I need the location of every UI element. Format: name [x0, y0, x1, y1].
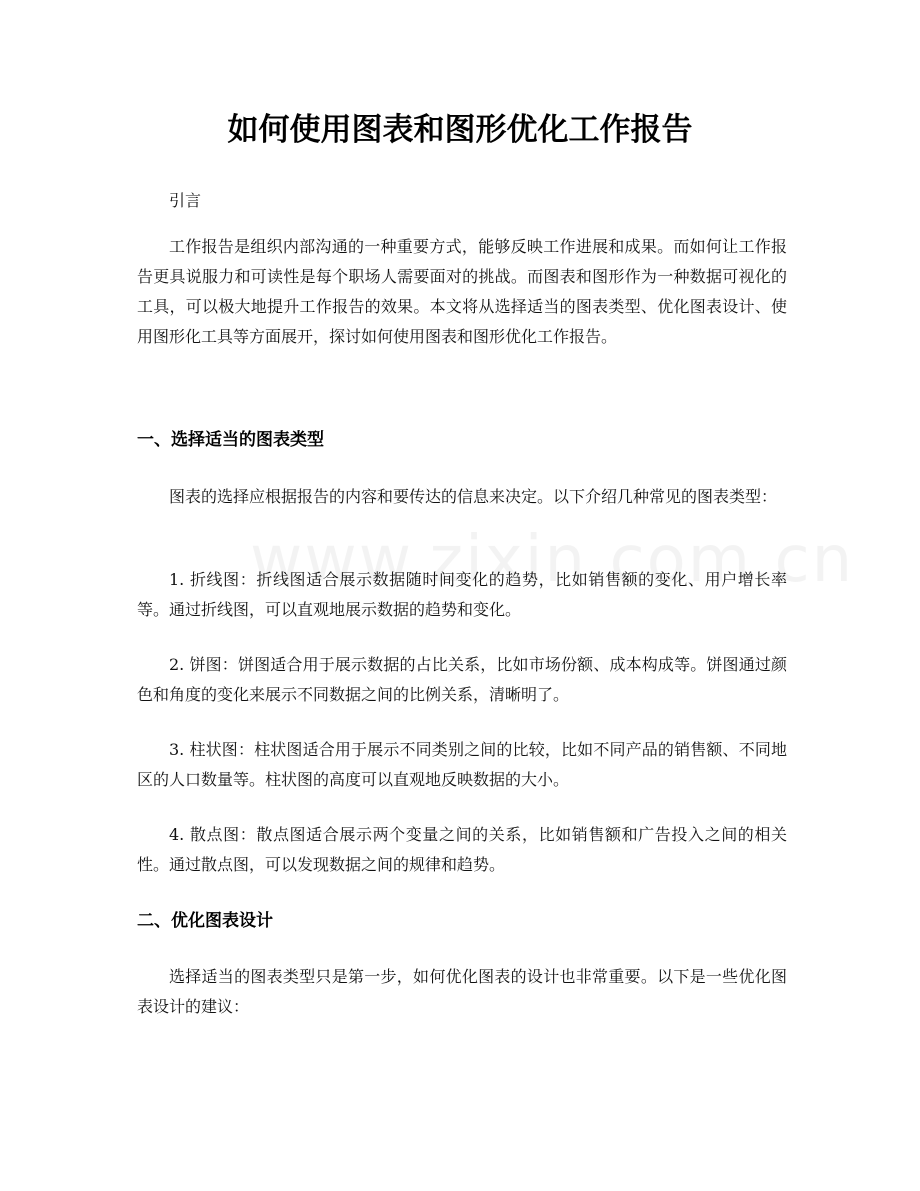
list-item-pie-chart: 2. 饼图：饼图适合用于展示数据的占比关系，比如市场份额、成本构成等。饼图通过颜色和角度的变化来展示不同数据之间的比例关系，清晰明了。: [137, 655, 787, 704]
section2-intro: 选择适当的图表类型只是第一步，如何优化图表的设计也非常重要。以下是一些优化图表设计的建议：: [137, 967, 787, 1016]
section-heading-2: 二、优化图表设计: [137, 911, 273, 931]
intro-label: 引言: [169, 191, 202, 210]
list-item-scatter-chart: 4. 散点图：散点图适合展示两个变量之间的关系，比如销售额和广告投入之间的相关性。通过散点图，可以发现数据之间的规律和趋势。: [137, 825, 787, 874]
section1-intro: 图表的选择应根据报告的内容和要传达的信息来决定。以下介绍几种常见的图表类型：: [169, 487, 778, 506]
list-item-bar-chart: 3. 柱状图：柱状图适合用于展示不同类别之间的比较，比如不同产品的销售额、不同地区的人口数量等。柱状图的高度可以直观地反映数据的大小。: [137, 740, 787, 789]
intro-paragraph: 工作报告是组织内部沟通的一种重要方式，能够反映工作进展和成果。而如何让工作报告更具说服力和可读性是每个职场人需要面对的挑战。而图表和图形作为一种数据可视化的工具，可以极大地提升工作报告的效果。本文将从选择适当的图表类型、优化图表设计、使用图形化工具等方面展开，探讨如何使用图表和图形优化工作报告。: [137, 237, 787, 346]
section-heading-1: 一、选择适当的图表类型: [137, 430, 324, 450]
document-title: 如何使用图表和图形优化工作报告: [227, 112, 693, 148]
list-item-line-chart: 1. 折线图：折线图适合展示数据随时间变化的趋势，比如销售额的变化、用户增长率等。通过折线图，可以直观地展示数据的趋势和变化。: [137, 570, 787, 619]
